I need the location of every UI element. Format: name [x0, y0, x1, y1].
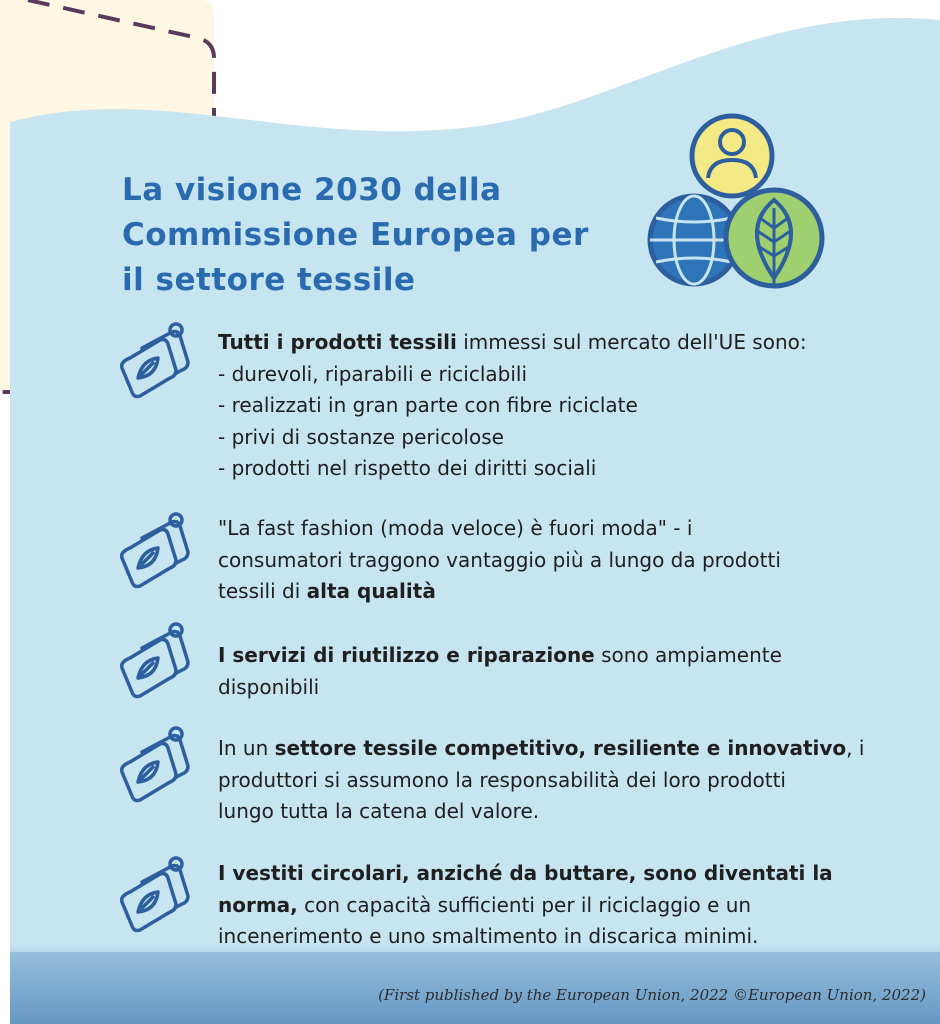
item-bold: alta qualità [306, 579, 436, 603]
item-text: sono ampiamente [594, 643, 782, 667]
clothing-tag-icon [116, 618, 196, 702]
item-text: tessili di [218, 579, 307, 603]
bullet-item: - privi di sostanze pericolose [218, 424, 504, 449]
vision-item-4 [218, 733, 930, 828]
clothing-tag-icon [116, 508, 196, 592]
item-text: lungo tutta la catena del valore. [218, 799, 540, 823]
bullet-item: - realizzati in gran parte con fibre riciclate [218, 393, 638, 417]
clothing-tag-icon [116, 852, 196, 936]
bullet-item: - durevoli, riparabili e riciclabili [218, 361, 528, 386]
page-title [122, 168, 602, 303]
vision-item-5 [218, 858, 930, 953]
clothing-tag-icon [116, 722, 196, 806]
item-text: , i [846, 736, 865, 760]
clothing-tag-icon [116, 318, 196, 402]
bullet-item: - prodotti nel rispetto dei diritti sociali [218, 456, 597, 480]
item-text: "La fast fashion (moda veloce) è fuori moda" - i [218, 516, 693, 540]
item-text: immessi sul mercato dell'UE sono: [456, 330, 807, 354]
item-text: produttori si assumono la responsabilità dei loro prodotti [218, 767, 786, 792]
item-bold: I servizi di riutilizzo e riparazione [218, 643, 595, 667]
item-bold: Tutti i prodotti tessili [218, 330, 457, 354]
item-text: consumatori traggono vantaggio più a lungo da prodotti [218, 547, 781, 572]
title-line: La visione 2030 della [122, 172, 502, 208]
vision-item-1 [218, 327, 930, 485]
item-text: In un [218, 736, 275, 760]
item-bold: norma, [218, 892, 298, 917]
title-line: Commissione Europea per [122, 217, 589, 253]
item-bold: settore tessile competitivo, resiliente e innovativo [274, 736, 847, 760]
source-caption: (First published by the European Union, 2022 ©European Union, 2022) [378, 986, 926, 1004]
vision-item-2 [218, 513, 930, 608]
item-text: disponibili [218, 674, 320, 699]
people-planet-leaf-icon [640, 108, 840, 308]
item-text: incenerimento e uno smaltimento in discarica minimi. [218, 924, 759, 948]
item-bold: I vestiti circolari, anziché da buttare, sono diventati la [218, 861, 833, 885]
title-line: il settore tessile [122, 262, 416, 298]
item-text: con capacità sufficienti per il riciclaggio e un [297, 892, 752, 917]
vision-item-3 [218, 640, 930, 703]
